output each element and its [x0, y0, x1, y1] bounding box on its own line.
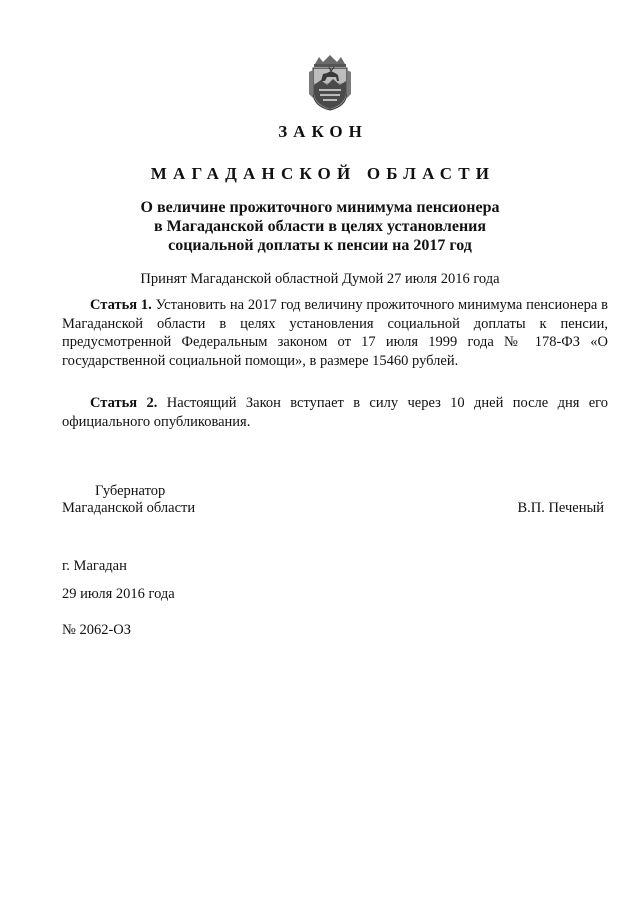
- article-text: Настоящий Закон вступает в силу через 10 дней после дня его официального опубликования.: [62, 395, 609, 430]
- signing-date: 29 июля 2016 года: [62, 586, 175, 602]
- law-title-line: социальной доплаты к пенсии на 2017 год: [168, 237, 472, 254]
- magadan-region-coat-of-arms-icon: [307, 54, 353, 111]
- article-text: Установить на 2017 год величину прожиточного минимума пенсионера в Магаданской области в целях установления социальной доплаты к пенсии, предусмотренной Федеральным законом от 17 июля 1999 года № 178-ФЗ «О государственной социальной помощи», в размере 15460 рублей.: [62, 297, 609, 370]
- law-title-line: в Магаданской области в целях установления: [153, 218, 487, 235]
- document-type-title: ЗАКОН: [278, 122, 368, 141]
- signatory-title-line1: Губернатор: [95, 483, 166, 499]
- signatory-name: В.П. Печеный: [517, 500, 604, 516]
- adoption-note: Принят Магаданской областной Думой 27 июля 2016 года: [140, 271, 500, 287]
- signing-city: г. Магадан: [62, 558, 127, 574]
- article-label: Статья 1.: [90, 297, 152, 313]
- region-title: МАГАДАНСКОЙ ОБЛАСТИ: [150, 164, 496, 183]
- signatory-title-line2: Магаданской области: [62, 500, 196, 516]
- article-label: Статья 2.: [90, 395, 158, 411]
- article-2: [62, 394, 608, 431]
- law-title-line: О величине прожиточного минимума пенсионера: [140, 199, 500, 216]
- article-1: [62, 296, 608, 371]
- law-title: [90, 198, 550, 255]
- law-number: № 2062-ОЗ: [62, 622, 132, 638]
